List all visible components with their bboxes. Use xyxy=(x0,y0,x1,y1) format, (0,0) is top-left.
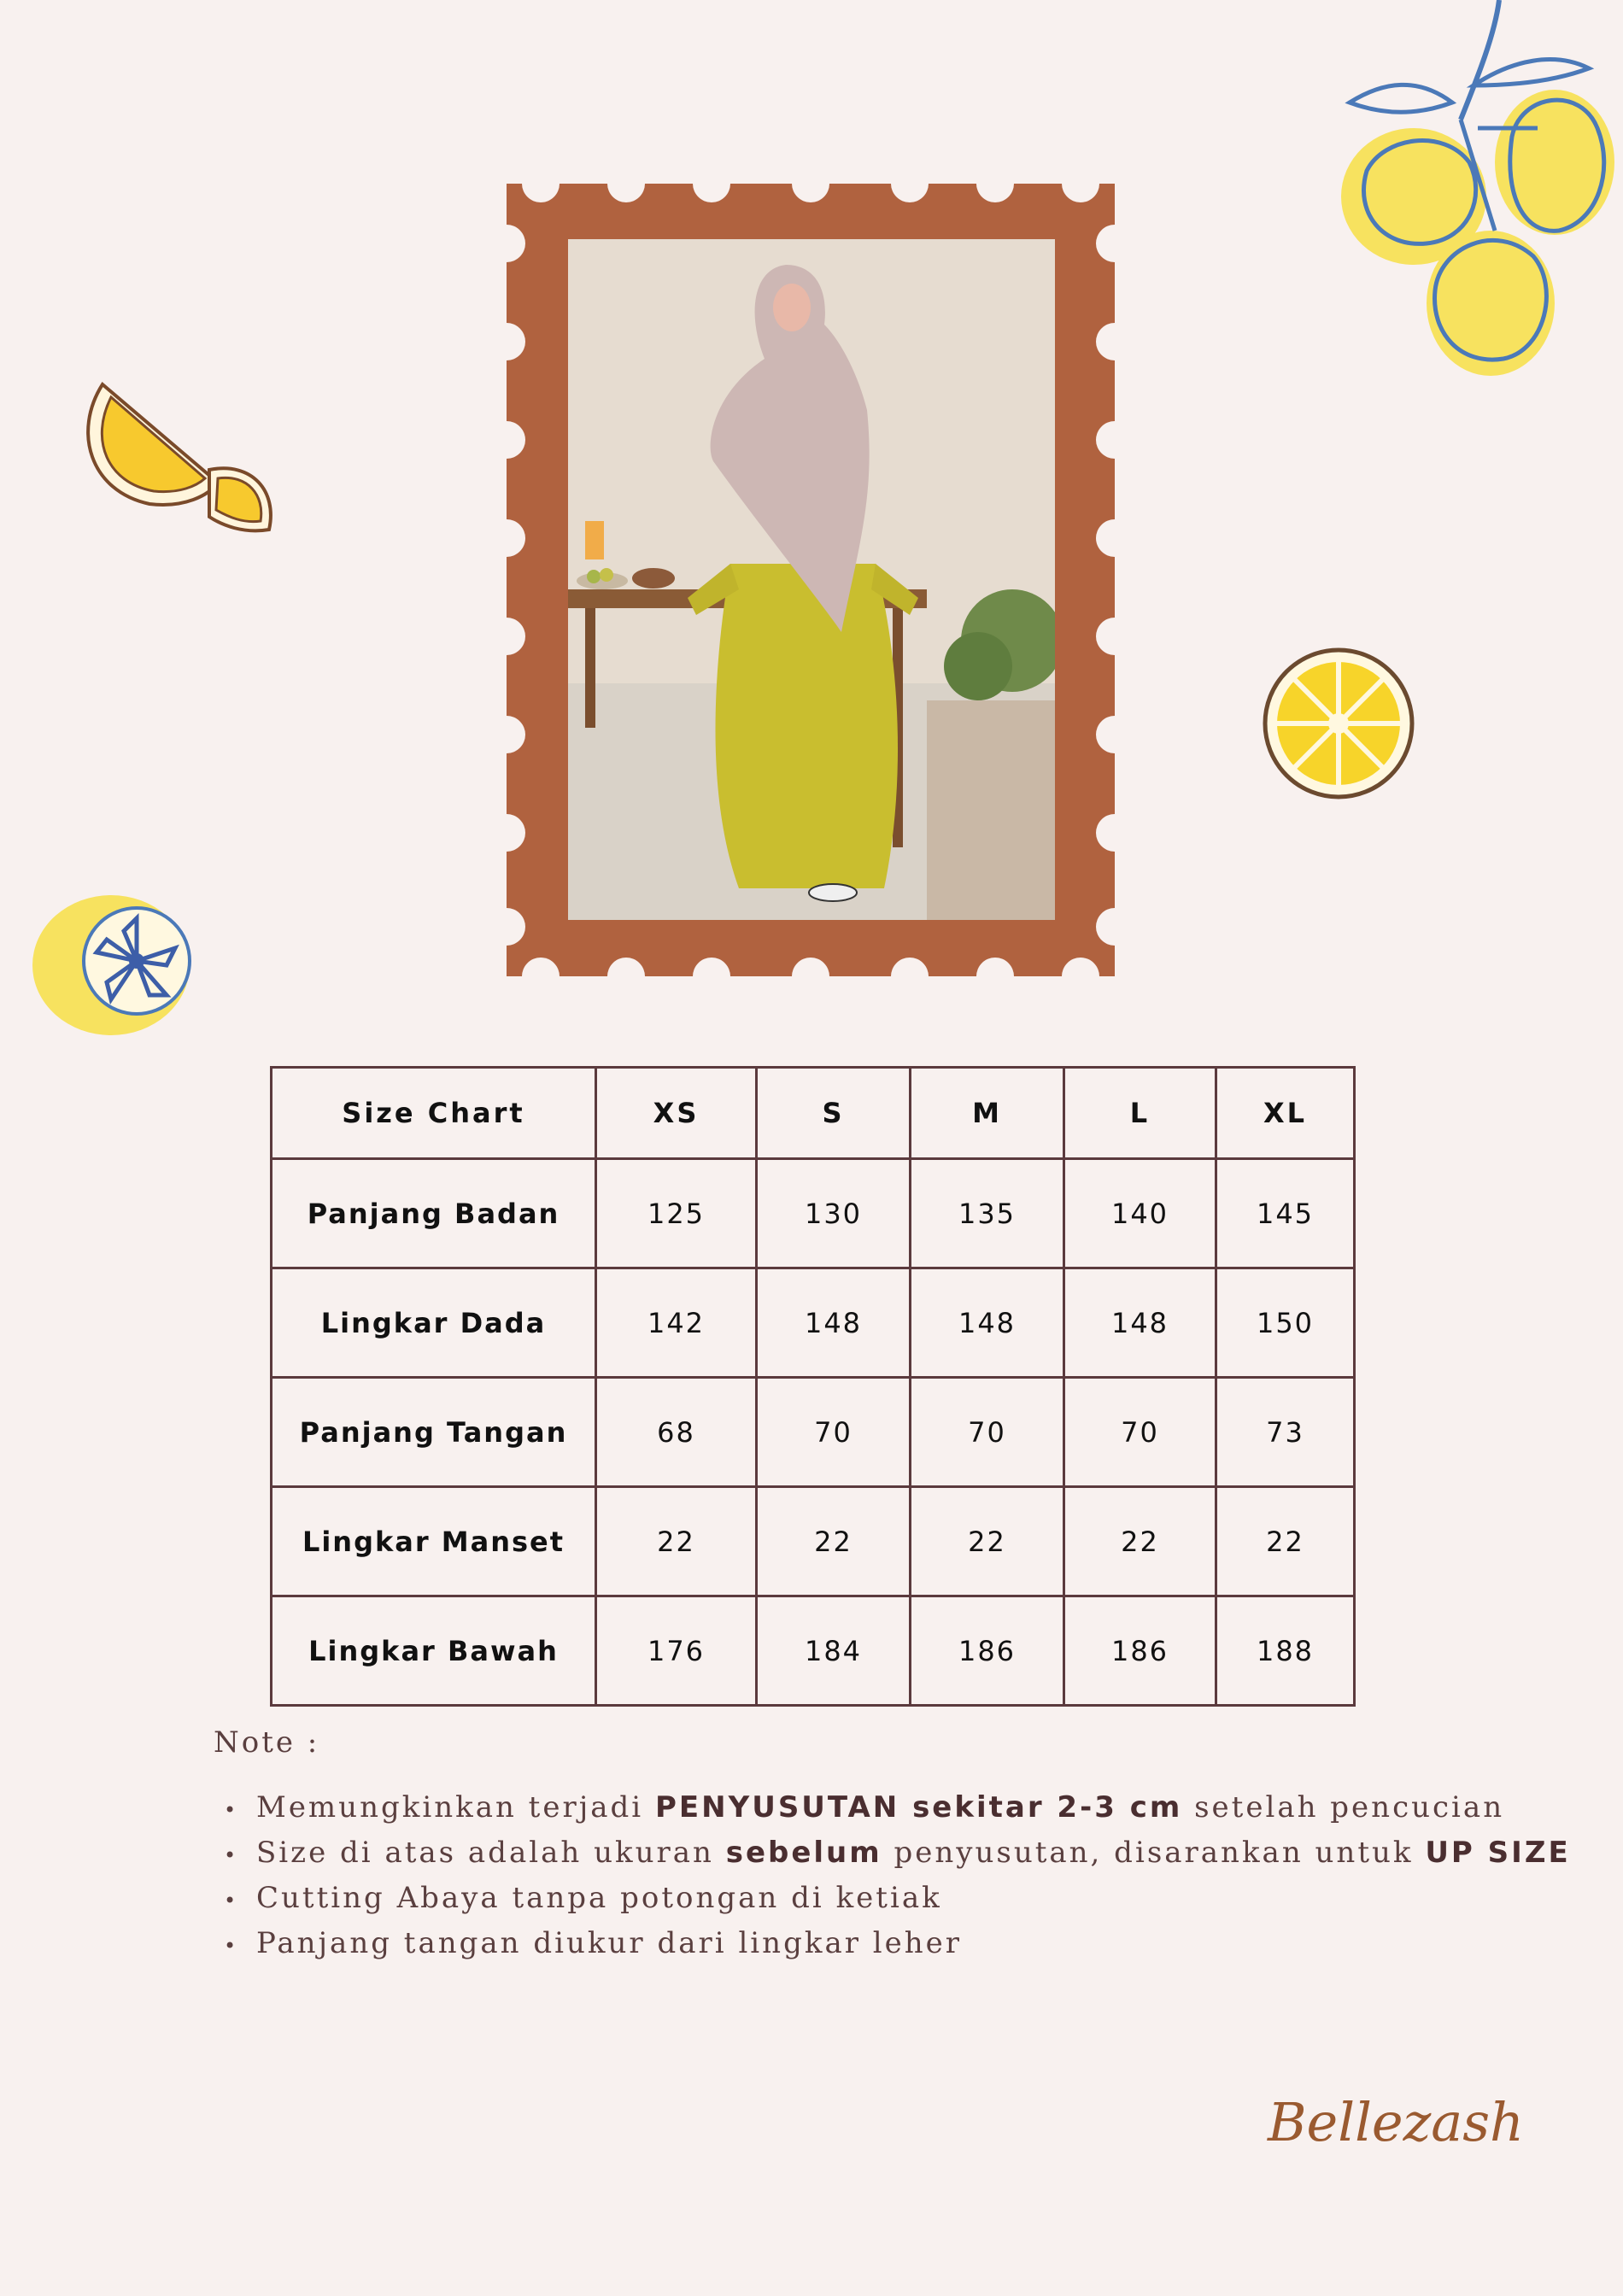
table-cell: 73 xyxy=(1216,1378,1355,1487)
note-text: penyusutan, disarankan untuk xyxy=(882,1836,1426,1870)
table-cell: 70 xyxy=(757,1378,911,1487)
lemon-branch-icon xyxy=(1333,0,1614,393)
table-cell: 176 xyxy=(596,1596,757,1706)
table-cell: 22 xyxy=(757,1487,911,1596)
table-cell: 184 xyxy=(757,1596,911,1706)
note-text: Cutting Abaya tanpa potongan di ketiak xyxy=(256,1881,942,1915)
lemon-slice-icon xyxy=(1260,645,1418,803)
row-label: Lingkar Bawah xyxy=(272,1596,596,1706)
row-label: Panjang Tangan xyxy=(272,1378,596,1487)
note-bold-text: UP SIZE xyxy=(1425,1836,1571,1870)
brand-logo-text: Bellezash xyxy=(1268,2091,1524,2153)
table-row xyxy=(272,1378,1355,1487)
table-cell: 125 xyxy=(596,1159,757,1268)
table-row xyxy=(272,1268,1355,1378)
table-cell: 22 xyxy=(596,1487,757,1596)
lemon-wedges-icon xyxy=(73,380,282,547)
table-cell: 70 xyxy=(1064,1378,1216,1487)
table-cell: 130 xyxy=(757,1159,911,1268)
header-s: S xyxy=(757,1068,911,1159)
table-row xyxy=(272,1596,1355,1706)
row-label: Panjang Badan xyxy=(272,1159,596,1268)
table-cell: 135 xyxy=(911,1159,1064,1268)
header-xl: XL xyxy=(1216,1068,1355,1159)
list-item xyxy=(224,1876,1571,1921)
size-chart-table xyxy=(270,1066,1356,1707)
table-cell: 68 xyxy=(596,1378,757,1487)
note-bold-text: sebelum xyxy=(725,1836,882,1870)
note-text: setelah pencucian xyxy=(1182,1790,1505,1824)
header-size-chart: Size Chart xyxy=(272,1068,596,1159)
table-cell: 186 xyxy=(911,1596,1064,1706)
note-text: Size di atas adalah ukuran xyxy=(256,1836,726,1870)
note-text: Memungkinkan terjadi xyxy=(256,1790,655,1824)
note-text: Panjang tangan diukur dari lingkar leher xyxy=(256,1926,963,1960)
table-cell: 22 xyxy=(911,1487,1064,1596)
note-bold-text: PENYUSUTAN sekitar 2-3 cm xyxy=(654,1790,1183,1824)
table-cell: 188 xyxy=(1216,1596,1355,1706)
notes-list xyxy=(224,1785,1571,1966)
lemon-half-icon xyxy=(30,880,201,1042)
table-cell: 22 xyxy=(1216,1487,1355,1596)
header-l: L xyxy=(1064,1068,1216,1159)
table-row xyxy=(272,1159,1355,1268)
table-cell: 148 xyxy=(757,1268,911,1378)
table-header-row xyxy=(272,1068,1355,1159)
table-row xyxy=(272,1487,1355,1596)
row-label: Lingkar Dada xyxy=(272,1268,596,1378)
list-item xyxy=(224,1830,1571,1876)
table-cell: 22 xyxy=(1064,1487,1216,1596)
list-item xyxy=(224,1785,1571,1830)
table-cell: 140 xyxy=(1064,1159,1216,1268)
row-label: Lingkar Manset xyxy=(272,1487,596,1596)
table-cell: 186 xyxy=(1064,1596,1216,1706)
list-item xyxy=(224,1921,1571,1966)
table-cell: 148 xyxy=(911,1268,1064,1378)
table-cell: 148 xyxy=(1064,1268,1216,1378)
note-title: Note : xyxy=(214,1725,320,1760)
table-cell: 70 xyxy=(911,1378,1064,1487)
table-cell: 150 xyxy=(1216,1268,1355,1378)
header-xs: XS xyxy=(596,1068,757,1159)
table-cell: 142 xyxy=(596,1268,757,1378)
product-photo xyxy=(568,239,1055,920)
table-cell: 145 xyxy=(1216,1159,1355,1268)
header-m: M xyxy=(911,1068,1064,1159)
